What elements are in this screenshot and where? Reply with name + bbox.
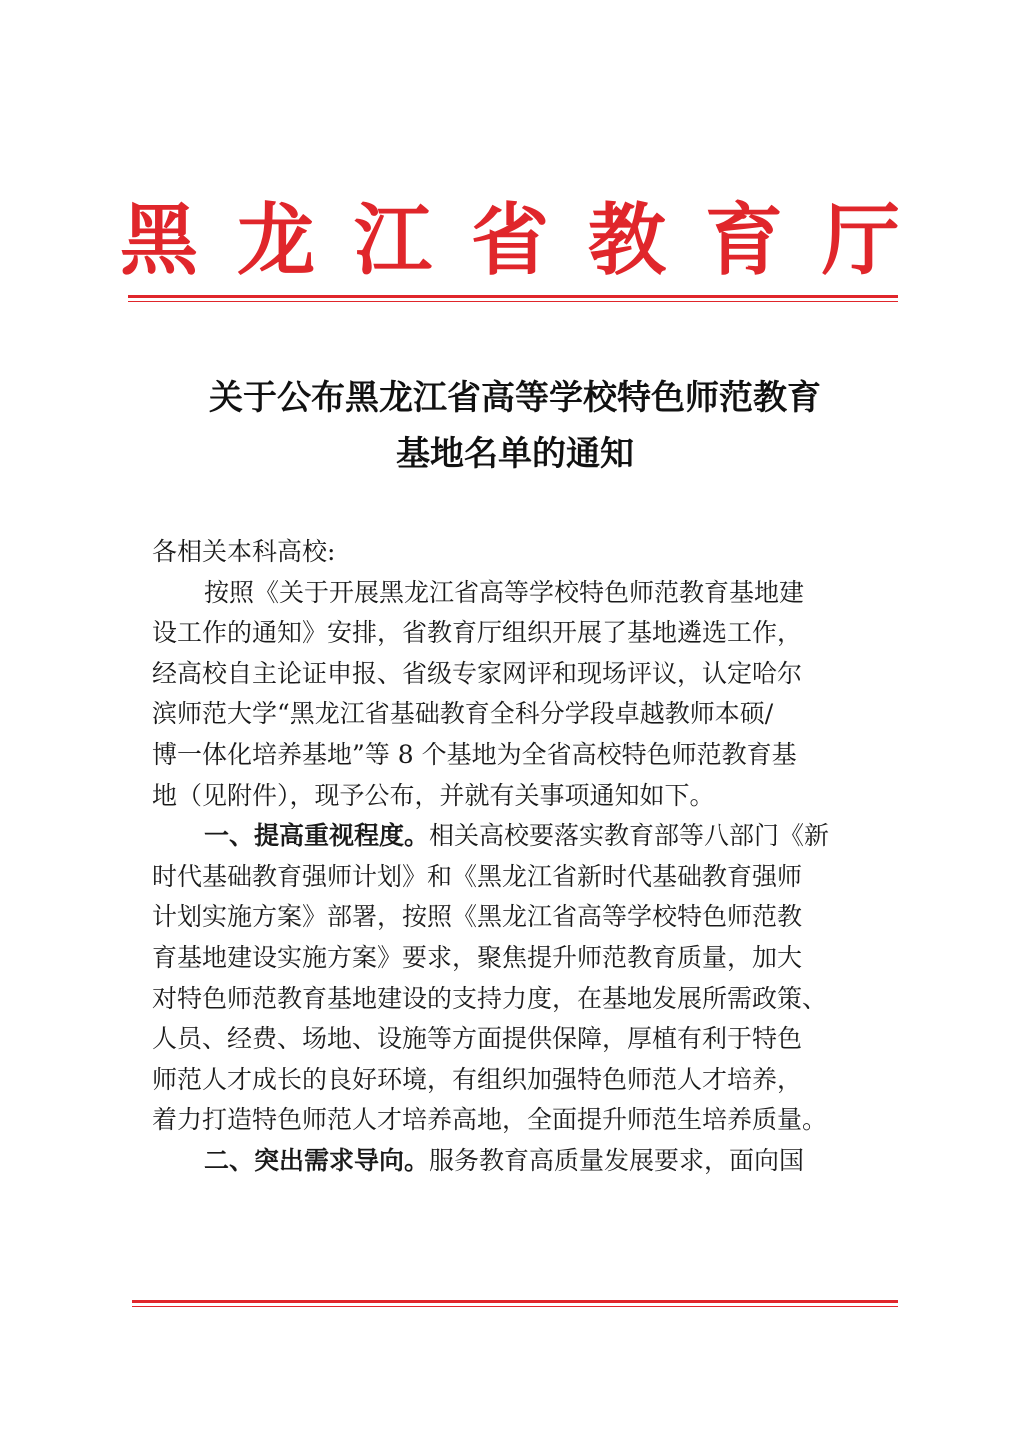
salutation: 各相关本科高校:	[152, 537, 336, 566]
title-line-2: 基地名单的通知	[396, 434, 634, 474]
footer-divider	[132, 1300, 898, 1307]
letterhead-title	[120, 196, 900, 286]
header-divider-thick	[128, 295, 898, 298]
section-2-text: 服务教育高质量发展要求，面向国	[429, 1145, 805, 1175]
section-2-heading: 二、突出需求导向。	[204, 1145, 430, 1175]
section-1-first-line	[152, 816, 882, 857]
paragraph-line: 博一体化培养基地”等 8 个基地为全省高校特色师范教育基	[152, 739, 797, 769]
letterhead-char: 龙	[236, 195, 315, 286]
letterhead-char: 教	[587, 195, 666, 286]
section-2-first-line	[152, 1141, 882, 1182]
paragraph-line: 滨师范大学“黑龙江省基础教育全科分学段卓越教师本硕/	[152, 699, 774, 729]
header-divider	[128, 295, 898, 302]
letterhead-char: 厅	[821, 195, 900, 286]
paragraph-line: 着力打造特色师范人才培养高地，全面提升师范生培养质量。	[152, 1105, 828, 1135]
paragraph-line: 对特色师范教育基地建设的支持力度，在基地发展所需政策、	[152, 983, 828, 1013]
paragraph-line: 设工作的通知》安排，省教育厅组织开展了基地遴选工作，	[152, 618, 803, 648]
paragraph-line: 按照《关于开展黑龙江省高等学校特色师范教育基地建	[204, 577, 805, 607]
section-1-heading: 一、提高重视程度。	[204, 821, 430, 851]
letterhead-char: 育	[704, 195, 783, 286]
letterhead-char: 省	[470, 195, 549, 286]
paragraph-line: 地（见附件），现予公布，并就有关事项通知如下。	[152, 780, 715, 810]
title-line-1: 关于公布黑龙江省高等学校特色师范教育	[209, 378, 821, 418]
paragraph-line: 经高校自主论证申报、省级专家网评和现场评议，认定哈尔	[152, 658, 803, 688]
footer-divider-thin	[132, 1306, 898, 1307]
document-title	[120, 370, 910, 482]
paragraph-line: 师范人才成长的良好环境，有组织加强特色师范人才培养，	[152, 1064, 803, 1094]
document-body	[152, 532, 882, 1182]
section-1-text: 相关高校要落实教育部等八部门《新	[429, 821, 830, 851]
letterhead-char: 江	[353, 195, 432, 286]
paragraph-line: 人员、经费、场地、设施等方面提供保障，厚植有利于特色	[152, 1024, 803, 1054]
paragraph-line: 计划实施方案》部署，按照《黑龙江省高等学校特色师范教	[152, 902, 803, 932]
header-divider-thin	[128, 301, 898, 302]
paragraph-line: 育基地建设实施方案》要求，聚焦提升师范教育质量，加大	[152, 942, 803, 972]
footer-divider-thick	[132, 1300, 898, 1303]
letterhead-char: 黑	[120, 195, 199, 286]
paragraph-line: 时代基础教育强师计划》和《黑龙江省新时代基础教育强师	[152, 861, 803, 891]
